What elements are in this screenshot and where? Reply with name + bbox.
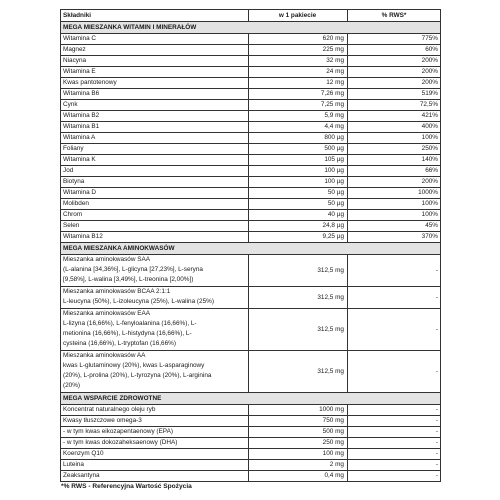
section-title: MEGA WSPARCIE ZDROWOTNE (61, 393, 441, 405)
rws-percent: - (348, 460, 441, 471)
rws-percent: 519% (348, 89, 441, 100)
amount-per-serving: 50 µg (249, 199, 348, 210)
ingredient-line: Mieszanka aminokwasów BCAA 2:1:1 (63, 288, 171, 295)
amount-per-serving: 500 µg (249, 144, 348, 155)
ingredient-name: Luteina (61, 460, 249, 471)
amount-per-serving: 7,26 mg (249, 89, 348, 100)
table-row (61, 351, 441, 393)
rws-percent: 200% (348, 56, 441, 67)
amount-per-serving: 32 mg (249, 56, 348, 67)
amount-per-serving: 105 µg (249, 155, 348, 166)
ingredient-name: Magnez (61, 45, 249, 56)
table-row (61, 188, 441, 199)
amount-per-serving: 620 mg (249, 34, 348, 45)
amount-per-serving: 40 µg (249, 210, 348, 221)
ingredient-name: Witamina B1 (61, 122, 249, 133)
ingredient-line: Mieszanka aminokwasów AA (63, 352, 146, 359)
footnote: *% RWS - Referencyjna Wartość Spożycia (61, 483, 192, 490)
rws-percent: 200% (348, 67, 441, 78)
rws-percent: - (348, 416, 441, 427)
ingredient-name: Kwas pantotenowy (61, 78, 249, 89)
table-row (61, 438, 441, 449)
rws-percent: - (348, 309, 441, 351)
table-row (61, 111, 441, 122)
rws-percent: 370% (348, 232, 441, 243)
ingredient-name: - w tym kwas dokozaheksaenowy (DHA) (61, 438, 249, 449)
nutrition-facts (60, 9, 440, 490)
section-header-row (61, 393, 441, 405)
rws-percent: 72,5% (348, 100, 441, 111)
amount-per-serving: 312,5 mg (249, 287, 348, 309)
rws-percent: 140% (348, 155, 441, 166)
ingredient-name: Witamina B12 (61, 232, 249, 243)
rws-percent: 60% (348, 45, 441, 56)
rws-percent: 1000% (348, 188, 441, 199)
rws-percent: 200% (348, 78, 441, 89)
ingredient-name: Molibden (61, 199, 249, 210)
table-row (61, 416, 441, 427)
ingredient-line: L-lizyna (16,66%), L-fenyloalanina (16,66%), L- (63, 320, 197, 327)
ingredient-line: (20%), L-prolina (20%), L-tyrozyna (20%), L-arginina (63, 372, 212, 379)
rws-percent: - (348, 449, 441, 460)
ingredient-name: Selen (61, 221, 249, 232)
ingredient-name (61, 309, 249, 351)
ingredient-line: (L-alanina [34,36%], L-glicyna [27,23%], L-seryna (63, 266, 203, 273)
rws-percent: - (348, 427, 441, 438)
table-row (61, 221, 441, 232)
rws-percent: - (348, 471, 441, 482)
table-header-row (61, 10, 441, 22)
rws-percent: 100% (348, 133, 441, 144)
rws-percent: - (348, 255, 441, 287)
ingredient-name (61, 287, 249, 309)
amount-per-serving: 2 mg (249, 460, 348, 471)
section-title: MEGA MIESZANKA AMINOKWASÓW (61, 243, 441, 255)
table-row (61, 287, 441, 309)
amount-per-serving: 0,4 mg (249, 471, 348, 482)
header-per-serving: w 1 pakiecie (249, 10, 348, 22)
ingredient-name: Niacyna (61, 56, 249, 67)
ingredient-line: Mieszanka aminokwasów EAA (63, 310, 151, 317)
amount-per-serving: 500 mg (249, 427, 348, 438)
table-row (61, 405, 441, 416)
ingredient-name: Foliany (61, 144, 249, 155)
ingredient-line: Mieszanka aminokwasów SAA (63, 256, 151, 263)
ingredient-name: Witamina B2 (61, 111, 249, 122)
table-row (61, 460, 441, 471)
ingredient-line: L-leucyna (50%), L-izoleucyna (25%), L-walina (25%) (63, 298, 214, 305)
amount-per-serving: 12 mg (249, 78, 348, 89)
ingredients-table (60, 9, 441, 482)
ingredient-name: Witamina E (61, 67, 249, 78)
amount-per-serving: 50 µg (249, 188, 348, 199)
table-row (61, 100, 441, 111)
amount-per-serving: 24 mg (249, 67, 348, 78)
table-row (61, 122, 441, 133)
ingredient-name: Witamina A (61, 133, 249, 144)
amount-per-serving: 7,25 mg (249, 100, 348, 111)
amount-per-serving: 312,5 mg (249, 309, 348, 351)
amount-per-serving: 1000 mg (249, 405, 348, 416)
table-row (61, 177, 441, 188)
rws-percent: 775% (348, 34, 441, 45)
table-row (61, 210, 441, 221)
amount-per-serving: 100 mg (249, 449, 348, 460)
rws-percent: - (348, 405, 441, 416)
table-row (61, 255, 441, 287)
rws-percent: - (348, 351, 441, 393)
table-row (61, 166, 441, 177)
ingredient-name: Witamina D (61, 188, 249, 199)
ingredient-name: Biotyna (61, 177, 249, 188)
table-row (61, 67, 441, 78)
amount-per-serving: 250 mg (249, 438, 348, 449)
amount-per-serving: 100 µg (249, 166, 348, 177)
amount-per-serving: 750 mg (249, 416, 348, 427)
ingredient-line: kwas L-glutaminowy (20%), kwas L-asparaginowy (63, 362, 205, 369)
ingredient-name: - w tym kwas eikozapentaenowy (EPA) (61, 427, 249, 438)
ingredient-line: (20%) (63, 382, 81, 389)
amount-per-serving: 225 mg (249, 45, 348, 56)
rws-percent: - (348, 287, 441, 309)
amount-per-serving: 800 µg (249, 133, 348, 144)
table-row (61, 89, 441, 100)
ingredient-name: Jod (61, 166, 249, 177)
rws-percent: 45% (348, 221, 441, 232)
table-row (61, 309, 441, 351)
ingredient-name: Zeaksantyna (61, 471, 249, 482)
ingredient-line: [9,58%], L-walina [3,49%], L-treonina [2,00%]) (63, 276, 194, 283)
table-row (61, 133, 441, 144)
table-row (61, 155, 441, 166)
section-title: MEGA MIESZANKA WITAMIN I MINERAŁÓW (61, 22, 441, 34)
ingredient-name (61, 351, 249, 393)
table-row (61, 471, 441, 482)
rws-percent: 100% (348, 210, 441, 221)
amount-per-serving: 312,5 mg (249, 351, 348, 393)
amount-per-serving: 5,9 mg (249, 111, 348, 122)
ingredient-name: Witamina B6 (61, 89, 249, 100)
table-row (61, 56, 441, 67)
ingredient-name: Witamina K (61, 155, 249, 166)
ingredient-name: Kwasy tłuszczowe omega-3 (61, 416, 249, 427)
header-ingredients: Składniki (61, 10, 249, 22)
ingredient-name: Chrom (61, 210, 249, 221)
table-row (61, 449, 441, 460)
table-row (61, 34, 441, 45)
rws-percent: 400% (348, 122, 441, 133)
ingredient-name: Koenzym Q10 (61, 449, 249, 460)
table-row (61, 232, 441, 243)
amount-per-serving: 100 µg (249, 177, 348, 188)
ingredient-name (61, 255, 249, 287)
rws-percent: - (348, 438, 441, 449)
rws-percent: 100% (348, 199, 441, 210)
amount-per-serving: 24,8 µg (249, 221, 348, 232)
table-row (61, 45, 441, 56)
rws-percent: 250% (348, 144, 441, 155)
amount-per-serving: 312,5 mg (249, 255, 348, 287)
amount-per-serving: 4,4 mg (249, 122, 348, 133)
rws-percent: 200% (348, 177, 441, 188)
ingredient-name: Witamina C (61, 34, 249, 45)
header-rws: % RWS* (348, 10, 441, 22)
ingredient-line: metionina (16,66%), L-histydyna (16,66%), L- (63, 330, 192, 337)
ingredient-name: Koncentrat naturalnego oleju ryb (61, 405, 249, 416)
rws-percent: 421% (348, 111, 441, 122)
section-header-row (61, 22, 441, 34)
ingredient-name: Cynk (61, 100, 249, 111)
table-row (61, 78, 441, 89)
ingredient-line: cysteina (16,66%), L-tryptofan (16,66%) (63, 340, 176, 347)
rws-percent: 66% (348, 166, 441, 177)
table-row (61, 427, 441, 438)
table-row (61, 199, 441, 210)
amount-per-serving: 9,25 µg (249, 232, 348, 243)
section-header-row (61, 243, 441, 255)
table-row (61, 144, 441, 155)
